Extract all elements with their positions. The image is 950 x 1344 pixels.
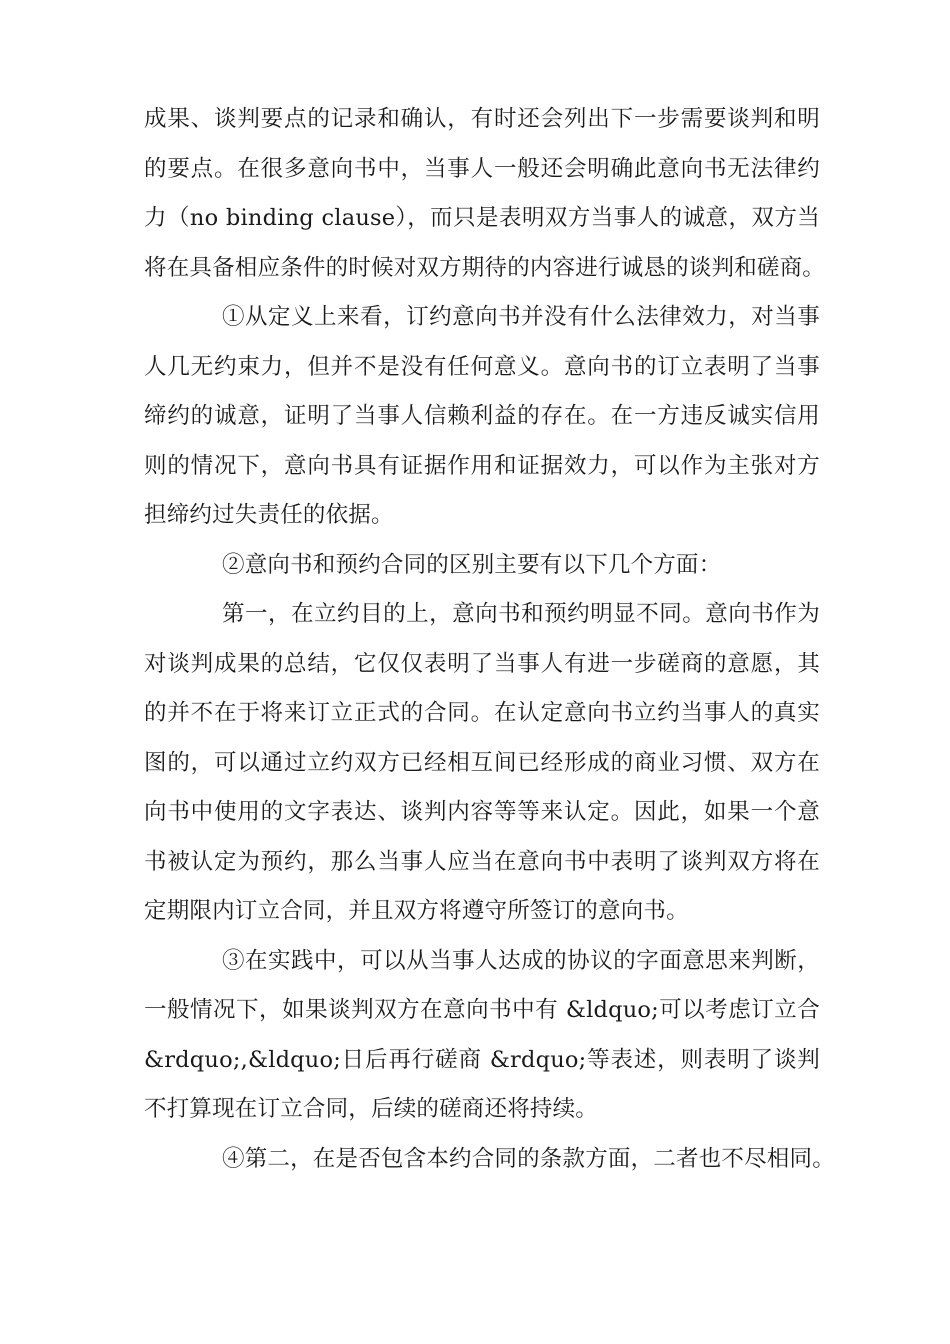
paragraph-line: 人几无约束力，但并不是没有任何意义。意向书的订立表明了当事 — [144, 353, 820, 380]
paragraph-line: ④第二，在是否包含本约合同的条款方面，二者也不尽相同。 — [222, 1145, 835, 1172]
paragraph-2 — [144, 293, 820, 541]
paragraph-4 — [144, 590, 820, 937]
paragraph-line: 不打算现在订立合同，后续的磋商还将持续。 — [144, 1096, 599, 1122]
paragraph-line: 第一，在立约目的上，意向书和预约明显不同。意向书作为 — [222, 601, 820, 627]
paragraph-line: 定期限内订立合同，并且双方将遵守所签订的意向书。 — [144, 898, 689, 924]
paragraph-line: ②意向书和预约合同的区别主要有以下几个方面： — [222, 551, 722, 578]
paragraph-1 — [144, 95, 826, 293]
paragraph-line: ①从定义上来看，订约意向书并没有什么法律效力，对当事 — [222, 304, 820, 330]
paragraph-line: 对谈判成果的总结，它仅仅表明了当事人有进一步磋商的意愿，其 — [144, 650, 820, 677]
paragraph-line: 一般情况下，如果谈判双方在意向书中有 &ldquo;可以考虑订立合 — [144, 997, 820, 1023]
paragraph-line: 图的，可以通过立约双方已经相互间已经形成的商业习惯、双方在 — [144, 749, 820, 776]
document-body — [144, 95, 835, 1184]
paragraph-line: 的要点。在很多意向书中，当事人一般还会明确此意向书无法律约 — [144, 155, 820, 182]
paragraph-3 — [144, 541, 820, 591]
paragraph-line: ③在实践中，可以从当事人达成的协议的字面意思来判断， — [222, 947, 820, 974]
paragraph-line: 的并不在于将来订立正式的合同。在认定意向书立约当事人的真实 — [144, 700, 820, 726]
paragraph-line: 则的情况下，意向书具有证据作用和证据效力，可以作为主张对方 — [144, 452, 820, 479]
paragraph-line: 向书中使用的文字表达、谈判内容等等来认定。因此，如果一个意 — [144, 799, 820, 825]
paragraph-6 — [144, 1135, 835, 1185]
paragraph-line: 将在具备相应条件的时候对双方期待的内容进行诚恳的谈判和磋商。 — [144, 254, 826, 281]
paragraph-line: 力（no binding clause），而只是表明双方当事人的诚意，双方当 — [144, 205, 820, 231]
paragraph-line: &rdquo;,&ldquo;日后再行磋商 &rdquo;等表述，则表明了谈判 — [144, 1046, 820, 1073]
paragraph-line: 书被认定为预约，那么当事人应当在意向书中表明了谈判双方将在 — [144, 848, 820, 875]
paragraph-5 — [144, 937, 820, 1135]
paragraph-line: 缔约的诚意，证明了当事人信赖利益的存在。在一方违反诚实信用 — [144, 403, 820, 429]
paragraph-line: 担缔约过失责任的依据。 — [144, 502, 394, 528]
paragraph-line: 成果、谈判要点的记录和确认，有时还会列出下一步需要谈判和明 — [144, 106, 820, 132]
